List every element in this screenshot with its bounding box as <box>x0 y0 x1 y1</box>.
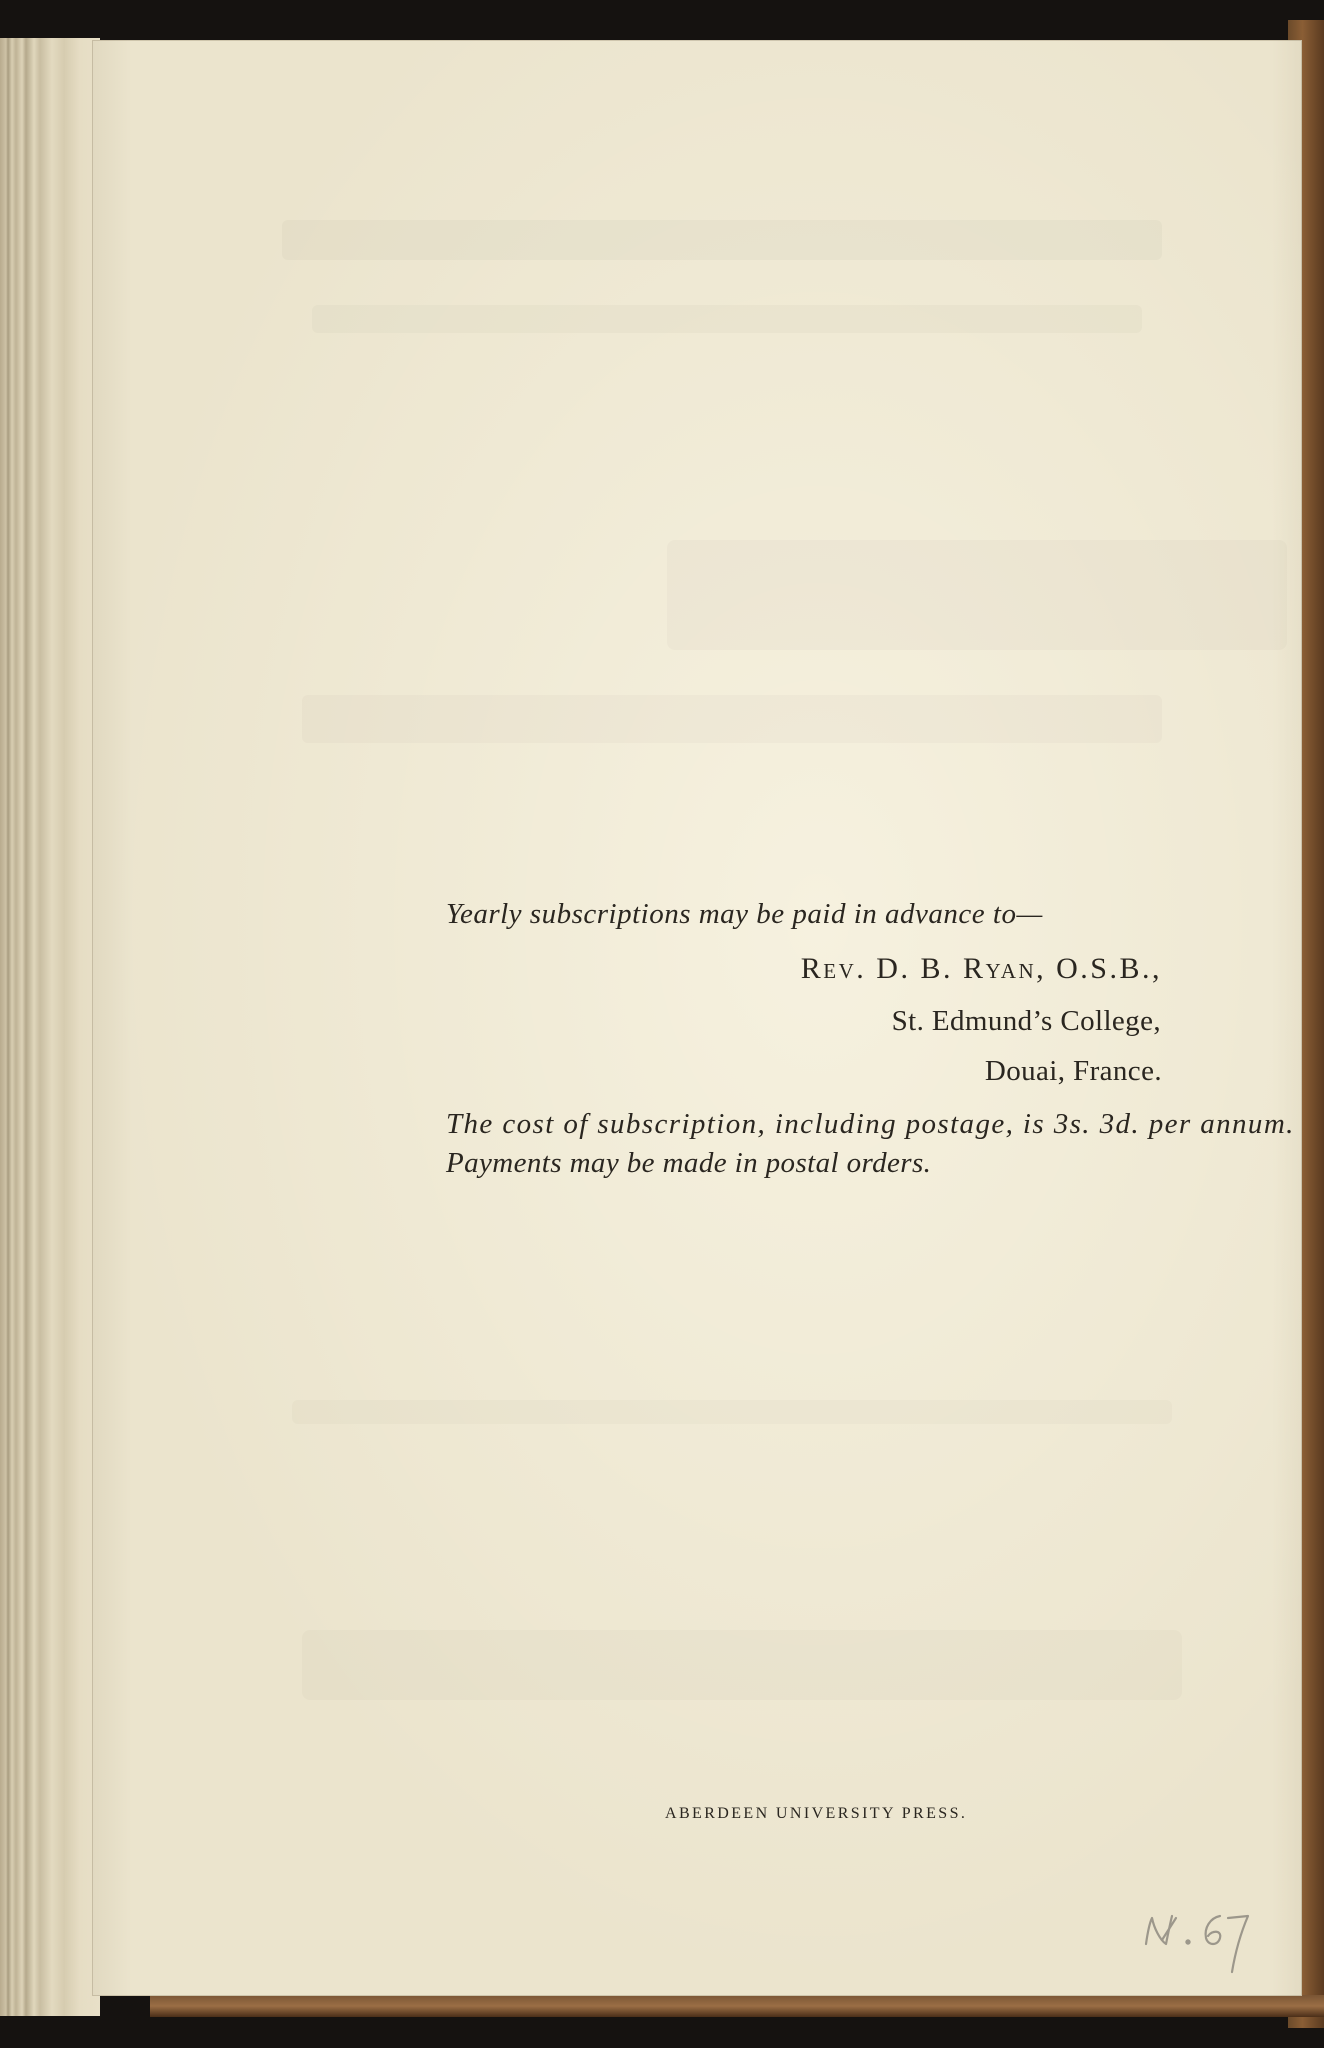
addressee-college: St. Edmund’s College, <box>891 1005 1161 1037</box>
show-through-block-5 <box>292 1400 1172 1424</box>
handwritten-shelfmark <box>1140 1900 1260 1980</box>
book-page <box>92 40 1302 1996</box>
show-through-block-6 <box>302 1630 1182 1700</box>
show-through-block-4 <box>302 695 1162 743</box>
show-through-block-2 <box>312 305 1142 333</box>
addressee-name: Rev. D. B. Ryan, O.S.B., <box>800 952 1162 985</box>
addressee-place: Douai, France. <box>984 1055 1162 1087</box>
show-through-block-1 <box>282 220 1162 260</box>
payment-method-line: Payments may be made in postal orders. <box>446 1147 932 1179</box>
printer-imprint: ABERDEEN UNIVERSITY PRESS. <box>665 1805 968 1822</box>
subscription-line: Yearly subscriptions may be paid in advance to— <box>446 898 1043 930</box>
show-through-block-3 <box>667 540 1287 650</box>
book-cover-edge-bottom <box>150 1995 1324 2017</box>
subscription-cost-line: The cost of subscription, including postage, is 3s. 3d. per annum. <box>446 1108 1295 1140</box>
book-page-edges <box>0 38 100 2016</box>
